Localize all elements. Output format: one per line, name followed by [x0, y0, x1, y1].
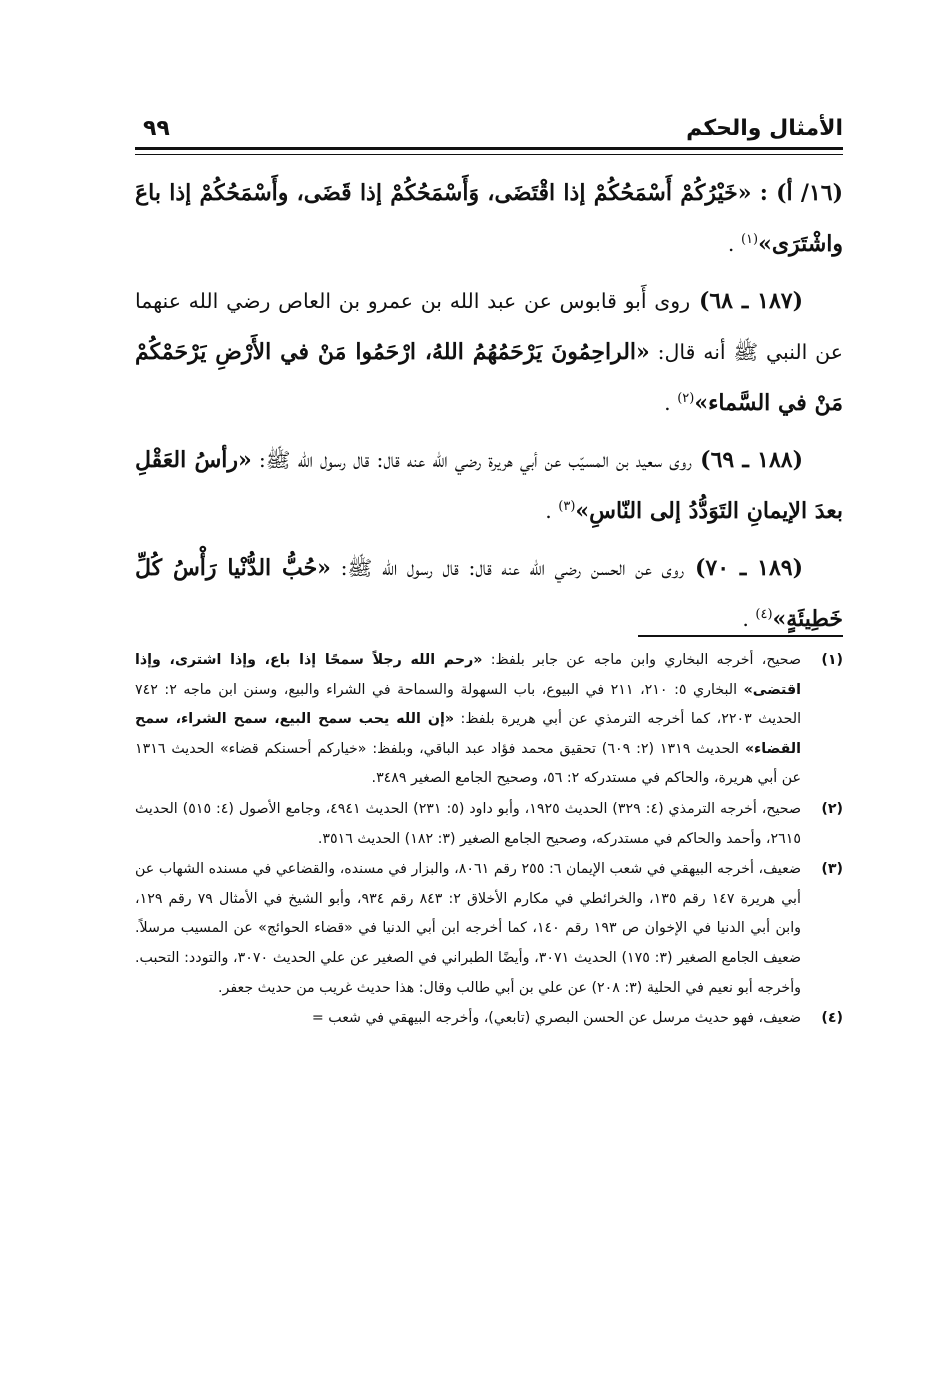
text-run: روى عن الحسن رضي الله عنه قال: قال رسول الله ﷺ:: [330, 556, 685, 580]
footnote-text: [135, 861, 801, 995]
emphasized-text: (١٨٩ ـ ٧٠): [684, 555, 803, 581]
text-run: الحديث ١٣١٩ (٢: ٦٠٩) تحقيق محمد فؤاد عبد الباقي، وبلفظ: «خياركم أحسنكم قضاء» الحديث ١٣١٦ عن أبي هريرة، والحاكم في مستدركه ٢: ٥٦، وصحيح الجامع الصغير ٣٤٨٩.: [135, 740, 801, 787]
text-run: ضعيف، أخرجه البيهقي في شعب الإيمان ٦: ٢٥٥ رقم ٨٠٦١، والبزار في مسنده، والقضاعي في مسنده الشهاب عن أبي هريرة ١٤٧ رقم ١٣٥، والخرائطي في مكارم الأخلاق ٢: ٨٤٣ رقم ٩٣٤، وأبو الشيخ في الأمثال ٧٩ رقم ١٢٩، وابن أبي الدنيا في الإخوان ص ١٩٣ رقم ١٤٠، كما أخرجه ابن أبي الدنيا في «قضاء الحوائج» عن المسيب مرسلاً. ضعيف الجامع الصغير (٣: ١٧٥) الحديث ٣٠٧١، وأيضًا الطبراني في الصغير عن علي الحديث ٣٠٧٠، والتودد: التحبب. وأخرجه أبو نعيم في الحلية (٣: ٢٠٨) عن علي بن أبي طالب وقال: هذا حديث غريب من حديث جعفر.: [135, 861, 801, 996]
footnote-separator: [638, 635, 843, 637]
footnote-number: (٢): [821, 800, 843, 817]
paragraph: [135, 168, 843, 270]
paragraph: [135, 276, 843, 429]
emphasized-text: (١٨٨ ـ ٦٩): [691, 447, 803, 473]
text-run: .: [742, 607, 756, 631]
emphasized-text: «خَيْرُكُمْ أَسْمَحُكُمْ إذا اقْتَضَى، وَأَسْمَحُكُمْ إذا قَضَى، وأَسْمَحُكُمْ إذا باعَ واشْتَرَى»: [135, 180, 843, 257]
footnote-number: (١): [821, 652, 843, 668]
emphasized-text: «الراحِمُونَ يَرْحَمُهُمُ اللهُ، ارْحَمُوا مَنْ في الأَرْضِ يَرْحَمْكُمْ مَنْ في السَّماء»: [135, 339, 843, 416]
footnote: [135, 1004, 843, 1034]
footnote: [135, 646, 843, 794]
page-number: ٩٩: [143, 116, 170, 141]
footnote-ref: (٢): [677, 391, 695, 407]
footnote-text: [135, 801, 801, 847]
emphasized-text: (١٦/ أ) :: [751, 180, 843, 206]
footnote-number: (٣): [821, 861, 843, 878]
text-run: صحيح، أخرجه الترمذي (٤: ٣٢٩) الحديث ١٩٢٥، وأبو داود (٥: ٢٣١) الحديث ٤٩٤١، وجامع الأصول (٤: ٥١٥) الحديث ٢٦١٥، وأحمد والحاكم في مستدركه، وصحيح الجامع الصغير (٣: ١٨٢) الحديث ٣٥١٦.: [135, 800, 802, 847]
emphasized-text: «إن الله يحب سمح البيع، سمح الشراء، سمح القضاء»: [135, 711, 801, 757]
footnote: [135, 795, 843, 854]
footnote-text: [312, 1010, 801, 1026]
header-rule-thin: [135, 154, 843, 155]
footnotes: [135, 646, 843, 1035]
text-run: .: [664, 391, 678, 415]
text-run: روى أَبو قابوس عن عبد الله بن عمرو بن العاص رضي الله عنهما عن النبي ﷺ أنه قال:: [135, 289, 843, 364]
header-rule-thick: [135, 147, 843, 150]
paragraph: [135, 435, 843, 537]
running-title: الأمثال والحكم: [686, 116, 843, 141]
footnote: [135, 855, 843, 1003]
footnote-ref: (٣): [558, 499, 576, 515]
footnote-ref: (٤): [755, 607, 773, 623]
emphasized-text: «رحم الله رجلاً سمحًا إذا باع، وإذا اشترى، وإذا اقتضى»: [135, 652, 802, 698]
footnote-number: (٤): [821, 1010, 843, 1027]
main-text: [135, 168, 843, 651]
emphasized-text: «رأسُ العَقْلِ بعدَ الإيمانِ التَوَدُّدُ إلى النّاسِ»: [135, 447, 843, 524]
footnote-ref: (١): [740, 232, 759, 248]
running-header: [135, 112, 843, 148]
paragraph: [135, 543, 843, 645]
text-run: صحيح، أخرجه البخاري وابن ماجه عن جابر بلفظ:: [482, 652, 801, 668]
emphasized-text: «حُبُّ الدُّنْيا رَأْسُ كُلِّ خَطِيئَةٍ»: [135, 555, 843, 632]
emphasized-text: (١٨٧ ـ ٦٨): [690, 288, 803, 314]
text-run: .: [545, 499, 559, 523]
text-run: .: [727, 232, 741, 256]
text-run: روى سعيد بن المسيّب عن أبي هريرة رضي الله عنه قال: قال رسول الله ﷺ:: [251, 448, 692, 472]
text-run: البخاري ٥: ٢١٠، ٢١١ في البيوع، باب السهولة والسماحة في الشراء والبيع، وسنن ابن ماجه ٢: ٧٤٢ الحديث ٢٢٠٣، كما أخرجه الترمذي عن أبي هريرة بلفظ:: [135, 681, 802, 728]
text-run: ضعيف، فهو حديث مرسل عن الحسن البصري (تابعي)، وأخرجه البيهقي في شعب =: [311, 1010, 801, 1027]
footnote-text: [135, 652, 801, 786]
